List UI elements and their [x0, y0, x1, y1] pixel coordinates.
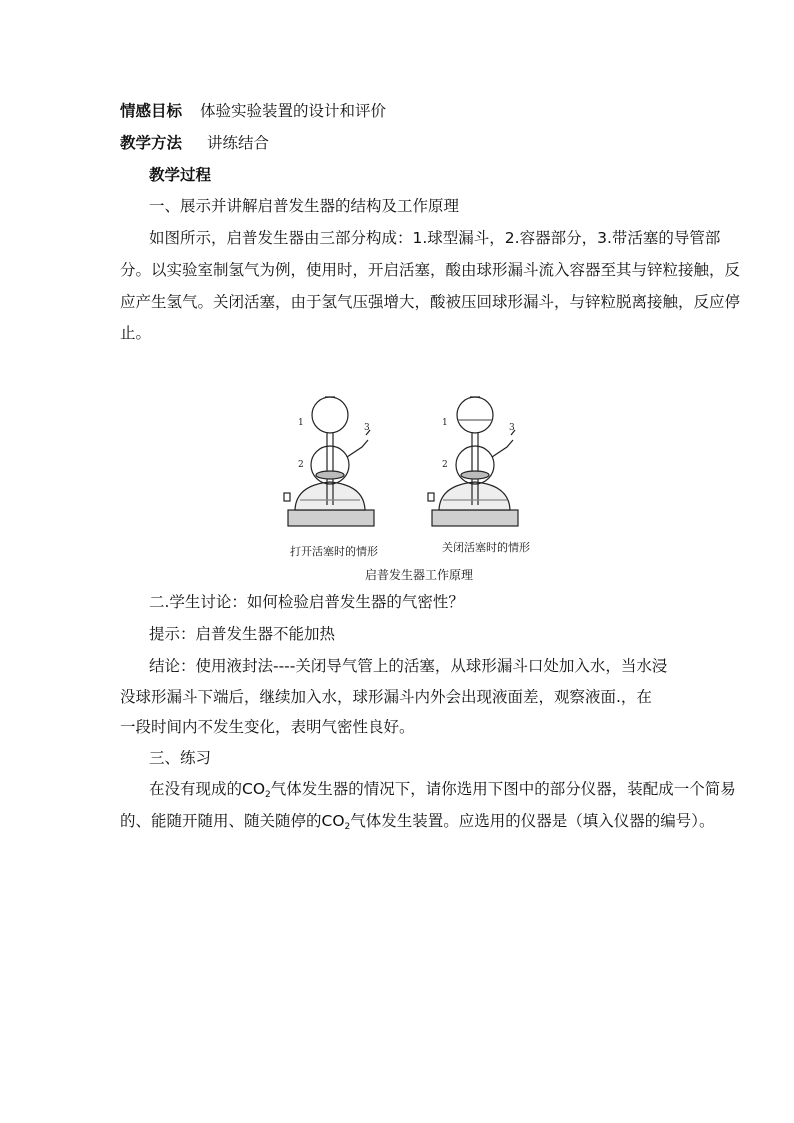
- left-caption: 打开活塞时的情形: [290, 545, 378, 558]
- section2-conclusion-line: 一段时间内不发生变化，表明气密性良好。: [120, 718, 415, 736]
- emotion-objective: [120, 101, 386, 121]
- emotion-label: 情感目标: [120, 102, 183, 120]
- section3-line1-a: 在没有现成的CO: [149, 780, 266, 798]
- subscript-2: 2: [344, 822, 351, 832]
- section1-para-line: 如图所示，启普发生器由三部分构成：1.球型漏斗，2.容器部分，3.带活塞的导管部: [149, 229, 721, 247]
- section1-para-line: 分。以实验室制氢气为例，使用时，开启活塞，酸由球形漏斗流入容器至其与锌粒接触，反: [120, 261, 741, 279]
- section3-line: [149, 779, 736, 805]
- figure-label-3: 3: [509, 423, 515, 433]
- section1-heading: 一、展示并讲解启普发生器的结构及工作原理: [149, 197, 460, 215]
- section1-para-line: 止。: [120, 324, 152, 342]
- method-label: 教学方法: [120, 134, 183, 152]
- section2-heading: 二.学生讨论：如何检验启普发生器的气密性？: [149, 593, 464, 611]
- subscript-2: 2: [265, 790, 271, 800]
- section3-line2-b: 气体发生装置。应选用的仪器是（填入仪器的编号）。: [350, 812, 715, 830]
- section3-heading: 三、练习: [149, 749, 212, 767]
- figure-label-1: 1: [442, 418, 448, 428]
- figure-label-1: 1: [298, 418, 304, 428]
- figure-label-2: 2: [442, 460, 448, 470]
- section3-line: [120, 811, 715, 837]
- section3-line2-a: 的、能随开随用、随关随停的CO: [120, 812, 345, 830]
- kipp-generator-figure: [270, 385, 550, 585]
- figure-label-2: 2: [298, 460, 304, 470]
- emotion-text: 体验实验装置的设计和评价: [200, 102, 387, 120]
- section2-conclusion-line: 没球形漏斗下端后，继续加入水，球形漏斗内外会出现液面差，观察液面.，在: [120, 688, 652, 706]
- figure-title: 启普发生器工作原理: [365, 568, 474, 582]
- method-text: 讲练结合: [207, 134, 270, 152]
- process-title: 教学过程: [149, 166, 212, 184]
- figure-label-3: 3: [364, 423, 370, 433]
- teaching-method: [120, 133, 269, 153]
- section2-hint: 提示：启普发生器不能加热: [149, 625, 336, 643]
- section3-line1-b: 气体发生器的情况下，请你选用下图中的部分仪器，装配成一个简易: [270, 780, 736, 798]
- right-caption: 关闭活塞时的情形: [442, 541, 530, 554]
- section1-para-line: 应产生氢气。关闭活塞，由于氢气压强增大，酸被压回球形漏斗，与锌粒脱离接触，反应停: [120, 293, 741, 311]
- section2-conclusion-line: 结论：使用液封法----关闭导气管上的活塞，从球形漏斗口处加入水，当水浸: [149, 657, 668, 675]
